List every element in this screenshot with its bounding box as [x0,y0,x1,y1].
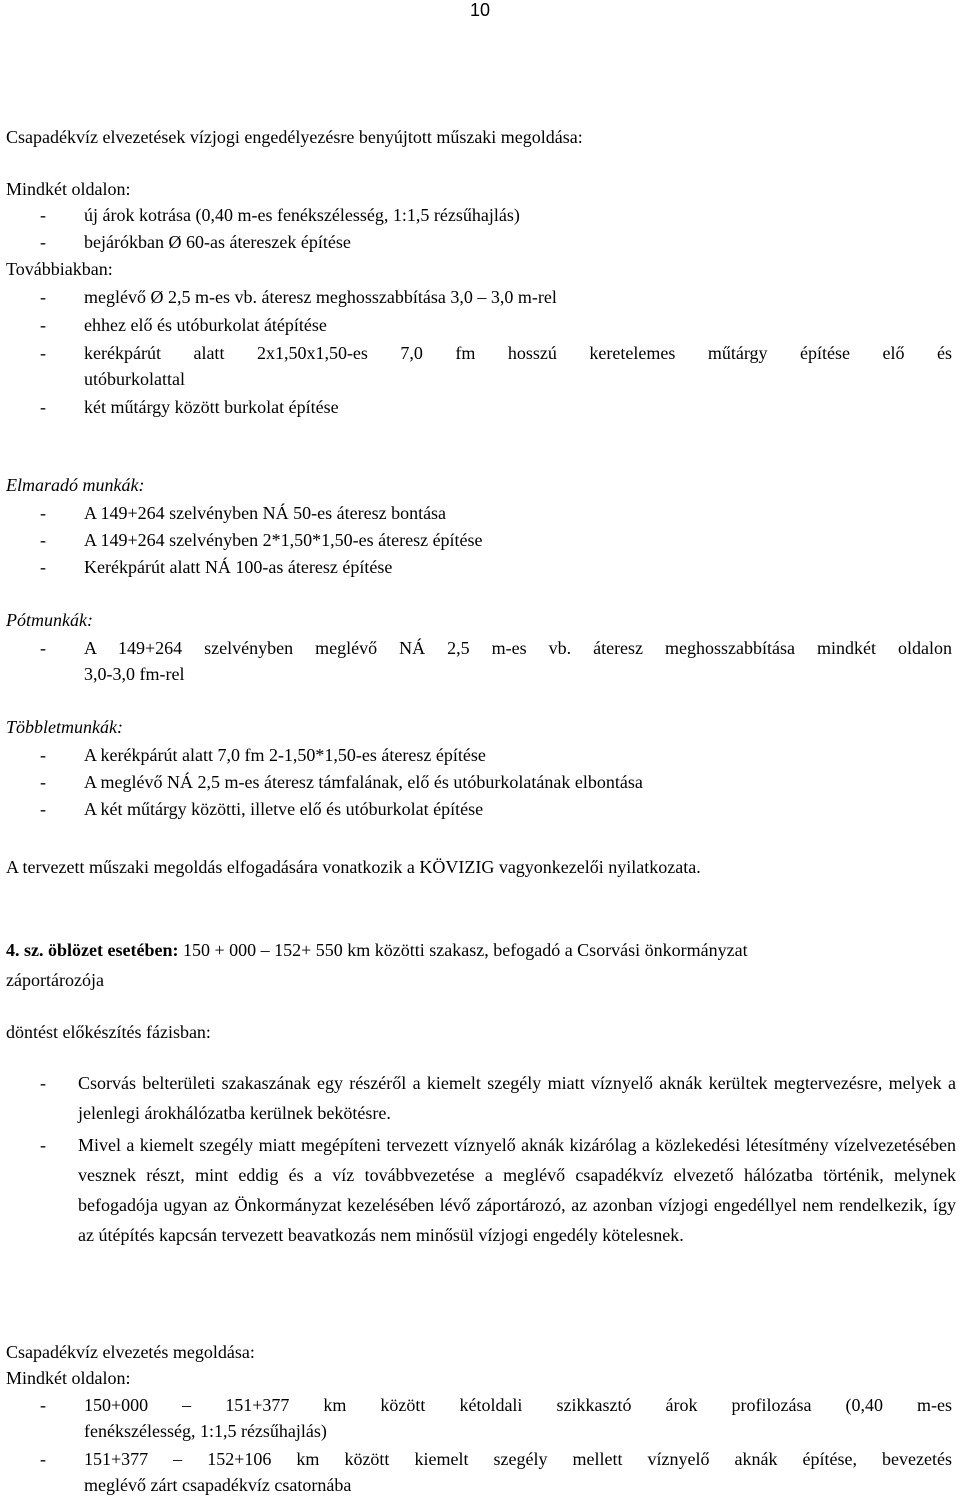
list-item-text: kerékpárút alatt 2x1,50x1,50-es 7,0 fm hosszú keretelemes műtárgy építése elő és [84,343,952,363]
list-item-text: bejárókban Ø 60-as átereszek építése [84,232,351,252]
section4-line1 [6,937,956,963]
section-heading: Csapadékvíz elvezetések vízjogi engedélyezésre benyújtott műszaki megoldása: [6,127,583,147]
section5-both-sides: Mindkét oldalon: [6,1368,131,1388]
list-item-text: új árok kotrása (0,40 m-es fenékszélesség, 1:1,5 rézsűhajlás) [84,205,520,225]
list-item-text: A meglévő NÁ 2,5 m-es áteresz támfalának, elő és utóburkolatának elbontása [84,772,643,792]
section4-bold-lead: 4. sz. öblözet esetében: [6,940,179,960]
list-dash: - [40,343,46,363]
list-dash: - [40,1449,46,1469]
list-item-text: 3,0-3,0 fm-rel [84,664,185,684]
list-dash: - [40,1135,46,1155]
list-item-text: meglévő Ø 2,5 m-es vb. áteresz meghosszabbítása 3,0 – 3,0 m-rel [84,287,557,307]
list-item-text: A 149+264 szelvényben meglévő NÁ 2,5 m-es vb. áteresz meghosszabbítása mindkét oldalon [84,638,952,658]
phase-label: döntést előkészítés fázisban: [6,1022,211,1042]
list-dash: - [40,205,46,225]
list-dash: - [40,503,46,523]
further-label: Továbbiakban: [6,259,113,279]
page-number: 10 [469,0,491,20]
list-dash: - [40,1073,46,1093]
statement-text: A tervezett műszaki megoldás elfogadására vonatkozik a KÖVIZIG vagyonkezelői nyilatkozata. [6,857,701,877]
list-dash: - [40,772,46,792]
list-item-text: A 149+264 szelvényben 2*1,50*1,50-es áteresz építése [84,530,483,550]
list-item-text: ehhez elő és utóburkolat átépítése [84,315,327,335]
section5-heading: Csapadékvíz elvezetés megoldása: [6,1342,255,1362]
list-dash: - [40,287,46,307]
list-dash: - [40,557,46,577]
list-item-text: A 149+264 szelvényben NÁ 50-es áteresz bontása [84,503,447,523]
list-dash: - [40,745,46,765]
list-item-text: két műtárgy között burkolat építése [84,397,339,417]
both-sides-label: Mindkét oldalon: [6,179,131,199]
list-item-text: 150+000 – 151+377 km között kétoldali szikkasztó árok profilozása (0,40 m-es [84,1395,952,1415]
list-item-text: A két műtárgy közötti, illetve elő és utóburkolat építése [84,799,484,819]
elmarado-label: Elmaradó munkák: [6,475,145,495]
section4-line2: záportározója [6,970,104,990]
list-item-text: Kerékpárút alatt NÁ 100-as áteresz építése [84,557,393,577]
list-dash: - [40,397,46,417]
list-dash: - [40,799,46,819]
list-item-text: fenékszélesség, 1:1,5 rézsűhajlás) [84,1421,327,1441]
paragraph-bullet1: Csorvás belterületi szakaszának egy részéről a kiemelt szegély miatt víznyelő aknák kerültek megtervezésre, melyek a jelenlegi árokhálózatba kerülnek bekötésre. [78,1073,956,1123]
list-dash: - [40,232,46,252]
list-item-text: 151+377 – 152+106 km között kiemelt szegély mellett víznyelő aknák építése, bevezetés [84,1449,952,1469]
list-dash: - [40,530,46,550]
list-dash: - [40,638,46,658]
section4-line1-rest: 150 + 000 – 152+ 550 km közötti szakasz, befogadó a Csorvási önkormányzat [178,940,748,960]
tobbletmunkak-label: Többletmunkák: [6,717,123,737]
list-item-text: A kerékpárút alatt 7,0 fm 2-1,50*1,50-es áteresz építése [84,745,486,765]
paragraph-bullet2: Mivel a kiemelt szegély miatt megépíteni tervezett víznyelő aknák kizárólag a közlekedési létesítmény vízelvezetésében vesznek részt, mint eddig és a víz továbbvezetése a meglévő csapadékvíz elvezető hálózatba történik, melynek befogadója ugyan az Önkormányzat kezelésében lévő záportározó, az azonban vízjogi engedéllyel nem rendelkezik, így az útépítés kapcsán tervezett beavatkozás nem minősül vízjogi engedély kötelesnek. [78,1135,956,1245]
list-dash: - [40,315,46,335]
list-dash: - [40,1395,46,1415]
potmunkak-label: Pótmunkák: [6,610,93,630]
list-item-text: meglévő zárt csapadékvíz csatornába [84,1475,352,1495]
list-item-text: utóburkolattal [84,369,185,389]
